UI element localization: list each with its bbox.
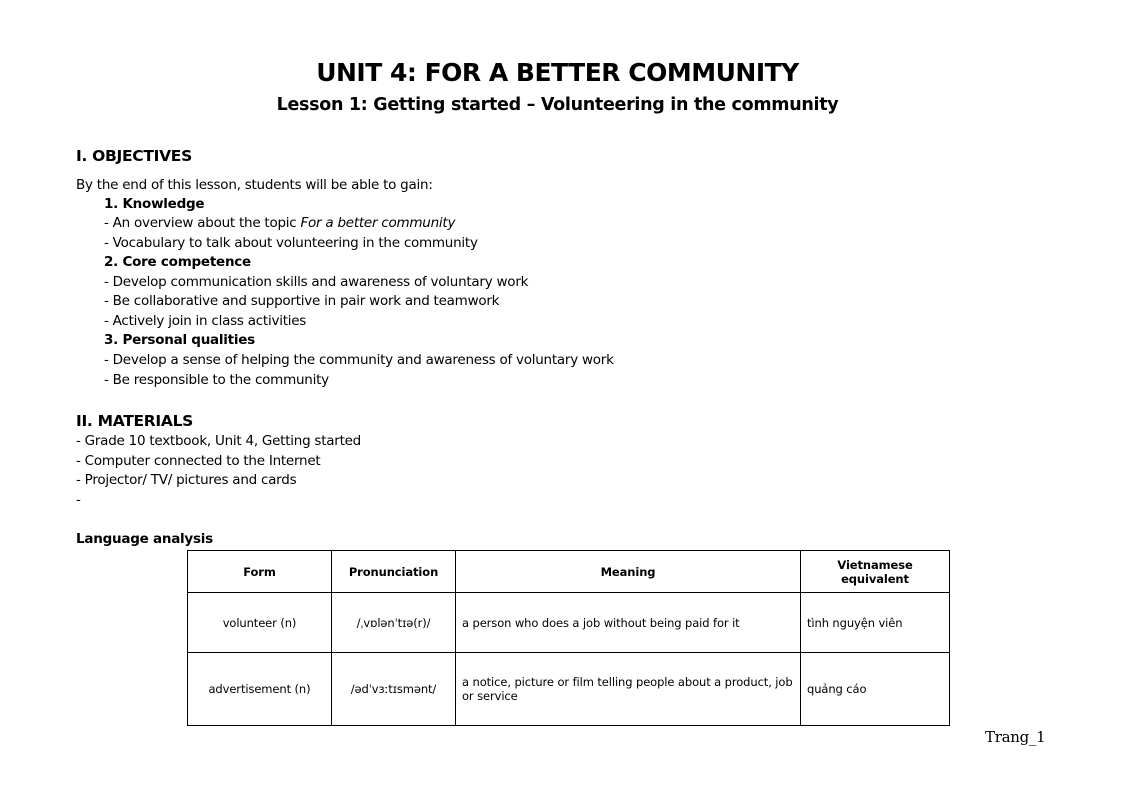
cell-meaning: a person who does a job without being paid for it — [456, 593, 801, 653]
table-row — [188, 653, 950, 726]
cell-vietnamese: quảng cáo — [801, 653, 950, 726]
header-vietnamese: Vietnamese equivalent — [801, 551, 950, 593]
language-analysis-heading: Language analysis — [76, 531, 213, 547]
cell-pronunciation: /ədˈvɜːtɪsmənt/ — [332, 653, 456, 726]
core-item-3: - Actively join in class activities — [104, 313, 307, 329]
header-form: Form — [188, 551, 332, 593]
table-header-row — [188, 551, 950, 593]
personal-item-2: - Be responsible to the community — [104, 372, 329, 388]
language-analysis-table — [187, 550, 950, 726]
knowledge-item-1-topic: For a better community — [300, 215, 456, 231]
objectives-intro: By the end of this lesson, students will be able to gain: — [76, 177, 433, 193]
materials-item-1: - Grade 10 textbook, Unit 4, Getting started — [76, 433, 361, 449]
header-pronunciation: Pronunciation — [332, 551, 456, 593]
core-item-2: - Be collaborative and supportive in pair work and teamwork — [104, 293, 500, 309]
core-competence-heading: 2. Core competence — [104, 254, 251, 270]
knowledge-item-2: - Vocabulary to talk about volunteering in the community — [104, 235, 478, 251]
cell-meaning: a notice, picture or film telling people about a product, job or service — [456, 653, 801, 726]
materials-item-4: - — [76, 492, 81, 508]
knowledge-item-1-prefix: - An overview about the topic — [104, 215, 301, 231]
materials-item-2: - Computer connected to the Internet — [76, 453, 321, 469]
materials-item-3: - Projector/ TV/ pictures and cards — [76, 472, 297, 488]
core-item-1: - Develop communication skills and awareness of voluntary work — [104, 274, 529, 290]
knowledge-item-1 — [104, 215, 455, 231]
lesson-subtitle: Lesson 1: Getting started – Volunteering in the community — [276, 95, 839, 115]
cell-form: volunteer (n) — [188, 593, 332, 653]
header-meaning: Meaning — [456, 551, 801, 593]
personal-qualities-heading: 3. Personal qualities — [104, 332, 255, 348]
cell-pronunciation: /ˌvɒlənˈtɪə(r)/ — [332, 593, 456, 653]
page-number: Trang_1 — [985, 728, 1046, 746]
objectives-heading: I. OBJECTIVES — [76, 147, 192, 165]
page-title: UNIT 4: FOR A BETTER COMMUNITY — [316, 58, 799, 87]
table-row — [188, 593, 950, 653]
cell-vietnamese: tình nguyện viên — [801, 593, 950, 653]
materials-heading: II. MATERIALS — [76, 412, 194, 430]
knowledge-heading: 1. Knowledge — [104, 196, 205, 212]
personal-item-1: - Develop a sense of helping the community and awareness of voluntary work — [104, 352, 614, 368]
cell-form: advertisement (n) — [188, 653, 332, 726]
